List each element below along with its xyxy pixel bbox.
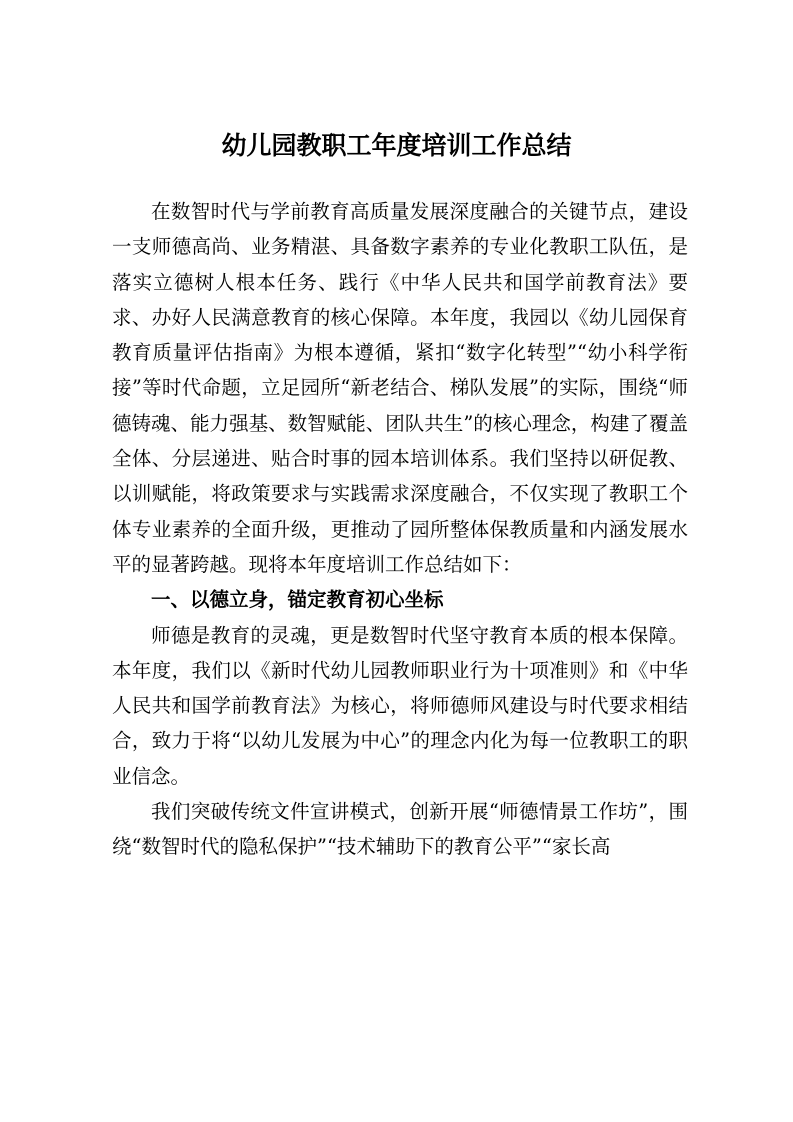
- intro-paragraph: 在数智时代与学前教育高质量发展深度融合的关键节点，建设一支师德高尚、业务精湛、具备数字素养的专业化教职工队伍，是落实立德树人根本任务、践行《中华人民共和国学前教育法》要求、办好人民满意教育的核心保障。本年度，我园以《幼儿园保育教育质量评估指南》为根本遵循，紧扣“数字化转型”“幼小科学衔接”等时代命题，立足园所“新老结合、梯队发展”的实际，围绕“师德铸魂、能力强基、数智赋能、团队共生”的核心理念，构建了覆盖全体、分层递进、贴合时事的园本培训体系。我们坚持以研促教、以训赋能，将政策要求与实践需求深度融合，不仅实现了教职工个体专业素养的全面升级，更推动了园所整体保教质量和内涵发展水平的显著跨越。现将本年度培训工作总结如下：: [112, 200, 688, 576]
- section-paragraph: 我们突破传统文件宣讲模式，创新开展“师德情景工作坊”，围绕“数智时代的隐私保护”“技术辅助下的教育公平”“家长高: [112, 800, 688, 859]
- section-paragraph: 师德是教育的灵魂，更是数智时代坚守教育本质的根本保障。本年度，我们以《新时代幼儿园教师职业行为十项准则》和《中华人民共和国学前教育法》为核心，将师德师风建设与时代要求相结合，致力于将“以幼儿发展为中心”的理念内化为每一位教职工的职业信念。: [112, 623, 688, 788]
- section-heading: 一、以德立身，锚定教育初心坐标: [151, 588, 444, 612]
- document-title: 幼儿园教职工年度培训工作总结: [221, 131, 572, 160]
- document-body: [112, 194, 688, 865]
